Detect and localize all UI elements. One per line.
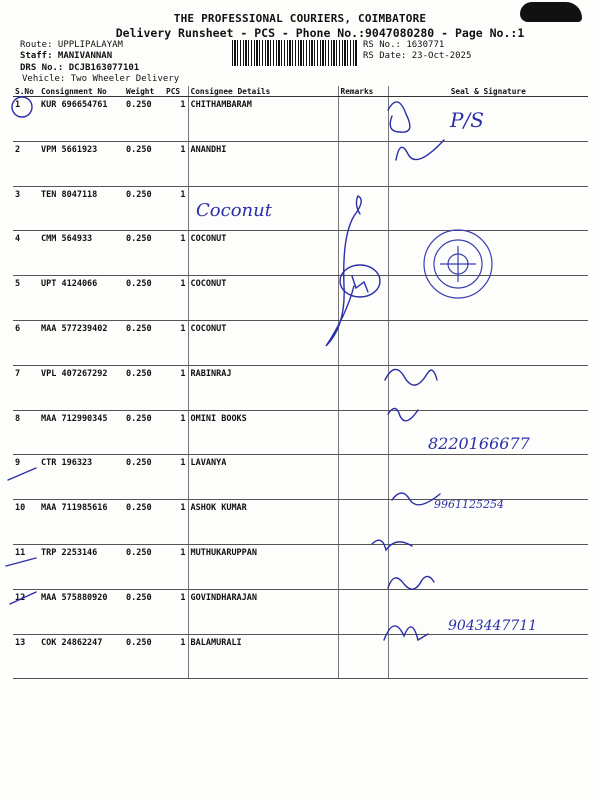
- cell-consignment: KUR 696654761: [39, 97, 124, 142]
- cell-weight: 0.250: [124, 544, 164, 589]
- cell-weight: 0.250: [124, 589, 164, 634]
- cell-pcs: 1: [164, 455, 188, 500]
- drs-number: DRS No.: DCJB163077101: [20, 63, 140, 73]
- cell-pcs: 1: [164, 97, 188, 142]
- cell-consignee: COCONUT: [188, 320, 338, 365]
- cell-consignee: GOVINDHARAJAN: [188, 589, 338, 634]
- cell-consignee: LAVANYA: [188, 455, 338, 500]
- cell-consignment: CMM 564933: [39, 231, 124, 276]
- col-signature: Seal & Signature: [388, 86, 588, 97]
- cell-pcs: 1: [164, 276, 188, 321]
- cell-consignment: VPL 407267292: [39, 365, 124, 410]
- cell-pcs: 1: [164, 231, 188, 276]
- runsheet-title: Delivery Runsheet - PCS - Phone No.:9047080280 - Page No.:1: [115, 26, 525, 40]
- cell-pcs: 1: [164, 410, 188, 455]
- cell-consignee: MUTHUKARUPPAN: [188, 544, 338, 589]
- cell-weight: 0.250: [124, 186, 164, 231]
- staff-label: Staff: MANIVANNAN: [20, 51, 113, 61]
- cell-pcs: 1: [164, 500, 188, 545]
- cell-sno: 10: [13, 500, 39, 545]
- cell-weight: 0.250: [124, 634, 164, 679]
- cell-consignee: COCONUT: [188, 231, 338, 276]
- cell-sno: 3: [13, 186, 39, 231]
- rs-number: RS No.: 1630771: [363, 40, 445, 50]
- round-signature: [340, 265, 380, 297]
- cell-weight: 0.250: [124, 276, 164, 321]
- cell-weight: 0.250: [124, 365, 164, 410]
- col-weight: Weight: [124, 86, 164, 97]
- route-label: Route: UPPLIPALAYAM: [20, 40, 123, 50]
- cell-pcs: 1: [164, 141, 188, 186]
- cell-sno: 6: [13, 320, 39, 365]
- coconut-handwriting: Coconut: [196, 200, 272, 221]
- cell-consignee: COCONUT: [188, 276, 338, 321]
- official-seal: [424, 230, 492, 298]
- phone-handwriting-3: 9043447711: [448, 618, 538, 634]
- signature-row12-13: [384, 576, 434, 640]
- phone-handwriting-2: 9961125254: [434, 498, 504, 511]
- phone-handwriting-1: 8220166677: [428, 434, 530, 453]
- cell-weight: 0.250: [124, 500, 164, 545]
- col-consignee: Consignee Details: [188, 86, 338, 97]
- company-name: THE PROFESSIONAL COURIERS, COIMBATORE: [173, 12, 427, 25]
- col-consignment: Consignment No: [39, 86, 124, 97]
- col-remarks: Remarks: [338, 86, 388, 97]
- rs-date: RS Date: 23-Oct-2025: [363, 51, 472, 61]
- tick-marks: [6, 468, 36, 604]
- cell-sno: 2: [13, 141, 39, 186]
- cell-consignee: CHITHAMBARAM: [188, 97, 338, 142]
- cell-consignment: UPT 4124066: [39, 276, 124, 321]
- cell-consignee: ANANDHI: [188, 141, 338, 186]
- cell-consignment: TRP 2253146: [39, 544, 124, 589]
- cell-consignment: MAA 577239402: [39, 320, 124, 365]
- col-sno: S.No: [13, 86, 39, 97]
- cell-consignment: VPM 5661923: [39, 141, 124, 186]
- cell-pcs: 1: [164, 320, 188, 365]
- cell-sno: 1: [13, 97, 39, 142]
- signature-row7-8: [385, 369, 437, 420]
- cell-weight: 0.250: [124, 455, 164, 500]
- cell-consignee: OMINI BOOKS: [188, 410, 338, 455]
- cell-pcs: 1: [164, 186, 188, 231]
- ps-handwriting: P/S: [450, 108, 484, 132]
- cell-sno: 13: [13, 634, 39, 679]
- cell-sno: 5: [13, 276, 39, 321]
- sno-circle-mark: [12, 97, 32, 117]
- cell-consignee: BALAMURALI: [188, 634, 338, 679]
- cell-consignment: MAA 711985616: [39, 500, 124, 545]
- cell-consignee: RABINRAJ: [188, 365, 338, 410]
- cell-consignment: TEN 8047118: [39, 186, 124, 231]
- cell-weight: 0.250: [124, 141, 164, 186]
- cell-sno: 8: [13, 410, 39, 455]
- cell-pcs: 1: [164, 589, 188, 634]
- cell-pcs: 1: [164, 544, 188, 589]
- cell-sno: 7: [13, 365, 39, 410]
- cell-pcs: 1: [164, 634, 188, 679]
- cell-sno: 4: [13, 231, 39, 276]
- cell-weight: 0.250: [124, 231, 164, 276]
- signature-row10-11: [372, 493, 440, 550]
- cell-consignment: CTR 196323: [39, 455, 124, 500]
- cell-sno: 9: [13, 455, 39, 500]
- cell-weight: 0.250: [124, 97, 164, 142]
- signature-row1-2: [388, 102, 444, 160]
- cell-consignment: MAA 575880920: [39, 589, 124, 634]
- cell-consignment: COK 24862247: [39, 634, 124, 679]
- cell-weight: 0.250: [124, 410, 164, 455]
- cell-sno: 12: [13, 589, 39, 634]
- col-pcs: PCS: [164, 86, 188, 97]
- cell-consignment: MAA 712990345: [39, 410, 124, 455]
- cell-consignee: ASHOK KUMAR: [188, 500, 338, 545]
- cell-sno: 11: [13, 544, 39, 589]
- vehicle-label: Vehicle: Two Wheeler Delivery: [22, 74, 180, 84]
- cell-weight: 0.250: [124, 320, 164, 365]
- cell-pcs: 1: [164, 365, 188, 410]
